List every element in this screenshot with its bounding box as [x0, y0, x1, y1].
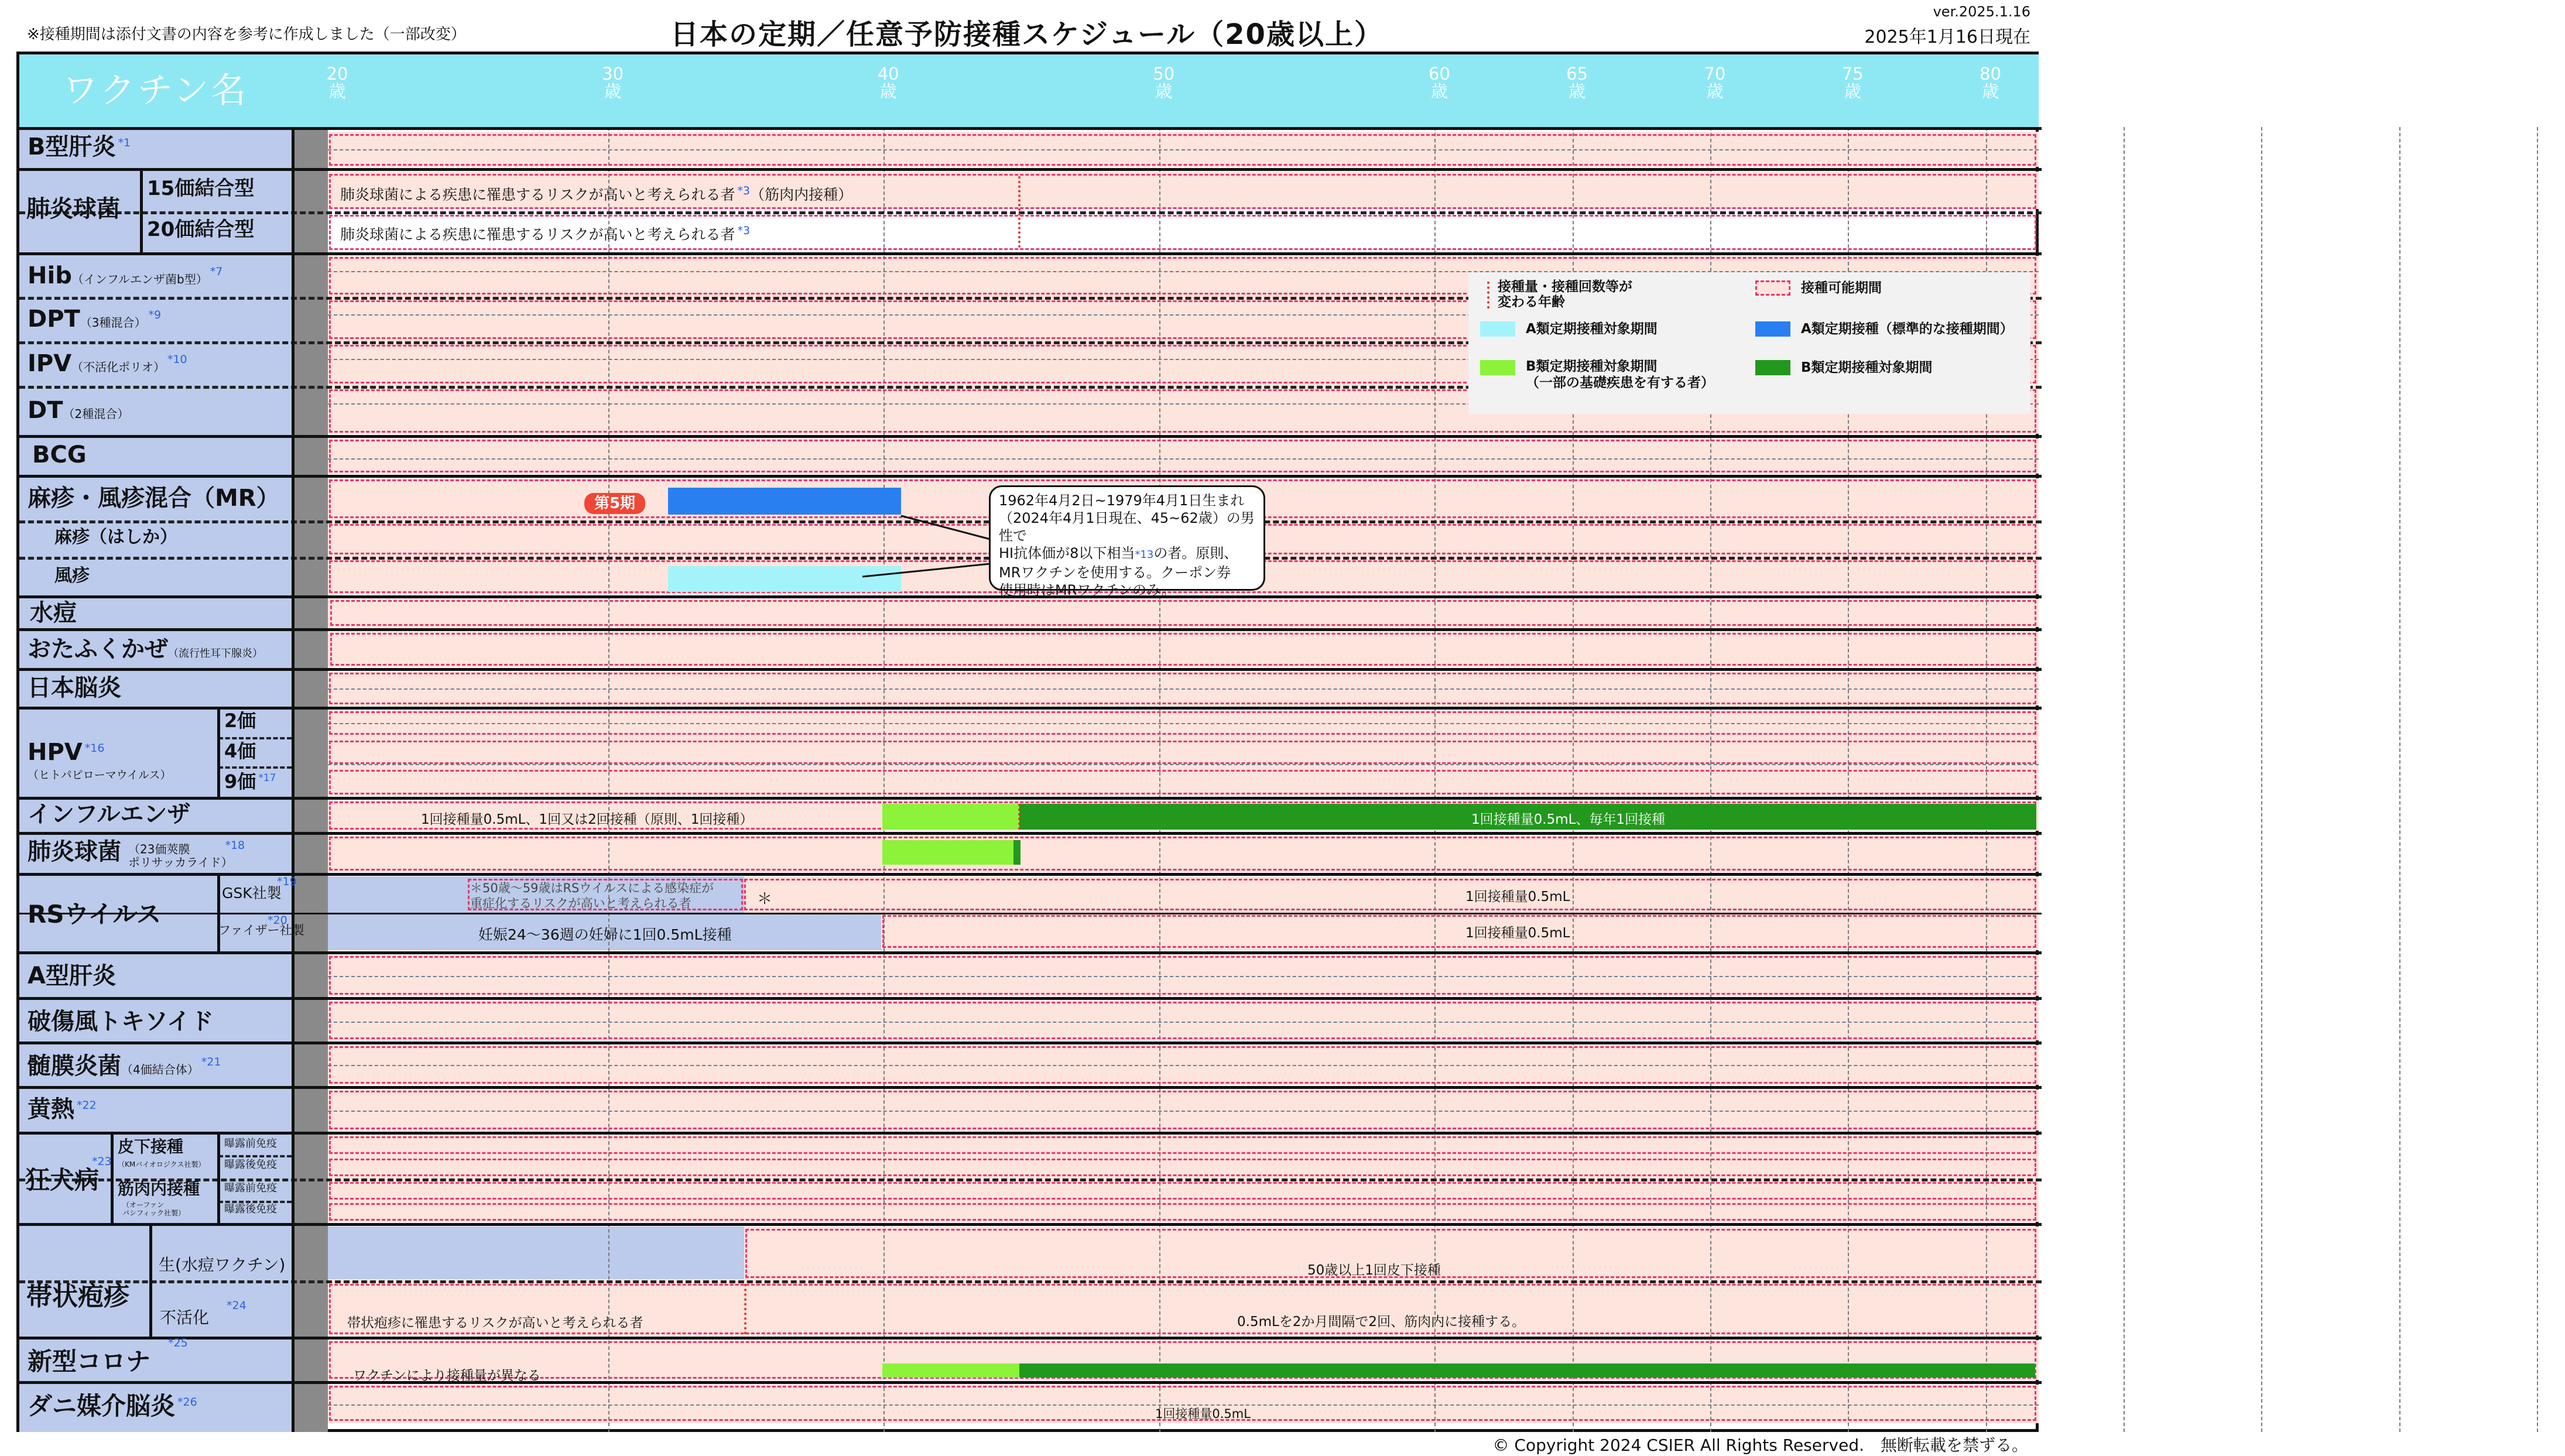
sub-sep	[19, 211, 2042, 214]
legend-age-change-label: 接種量・接種回数等が	[1498, 279, 1632, 294]
rsv-gsk-note-1: ＊50歳～59歳はRSウイルスによる感染症が	[470, 881, 714, 895]
row-sep	[19, 797, 2042, 800]
label-col-border	[292, 127, 294, 1432]
label-rabies-im-sub: （オーファン パシフィック社製）	[122, 1201, 186, 1217]
label-mr: 麻疹・風疹混合（MR）	[28, 485, 280, 512]
possible-ppsv	[329, 837, 2036, 871]
under-20-column	[292, 127, 328, 1432]
vaccine-name-header: ワクチン名	[63, 70, 248, 111]
rsv-sub-border	[217, 873, 220, 951]
row-sep	[19, 707, 2042, 710]
row-sep	[19, 475, 2042, 478]
legend-a-standard-label: A類定期接種（標準的な接種期間）	[1801, 321, 2013, 337]
possible-hepb	[329, 134, 2036, 166]
label-dpt: DPT（3種混合）$^{*9}$	[28, 306, 162, 333]
legend-a-standard-swatch	[1755, 321, 1790, 337]
label-pcv: 肺炎球菌	[26, 196, 120, 222]
row-sep	[19, 1042, 2042, 1044]
label-hib: Hib（インフルエンザ菌b型）$^{*7}$	[28, 262, 223, 289]
row-sep	[19, 873, 2042, 876]
hpv-sub-sep	[218, 737, 292, 739]
age-tick-label: 85 歳	[2117, 64, 2139, 101]
zoster-sub-border	[149, 1223, 152, 1337]
callout-line-1: 1962年4月2日~1979年4月1日生まれ	[999, 492, 1245, 509]
label-hpv9: 9価 $^{*17}$	[224, 770, 276, 793]
label-hepa: A型肝炎	[28, 962, 116, 989]
label-hepb: B型肝炎 $^{*1}$	[28, 133, 131, 160]
possible-hpv2	[329, 711, 2036, 735]
possible-varicella	[330, 600, 2036, 626]
page-title: 日本の定期／任意予防接種スケジュール（20歳以上）	[670, 18, 1383, 51]
row-sep	[19, 997, 2042, 1000]
callout-line-3: HI抗体価が8以下相当*13の者。原則、	[999, 545, 1238, 561]
label-rabies-sc-sub: （KMバイオロジクス社製）	[118, 1160, 206, 1169]
label-varicella: 水痘	[30, 599, 77, 626]
rsv-pfizer-dose: 1回接種量0.5mL	[1465, 926, 1570, 941]
pcv15-text: 肺炎球菌による疾患に罹患するリスクが高いと考えられる者 $^{*3}$（筋肉内接種）	[340, 184, 853, 203]
legend-b-some-label-2: （一部の基礎疾患を有する者）	[1526, 375, 1714, 390]
possible-rsv-gsk	[744, 879, 2036, 910]
legend-age-change-swatch	[1487, 282, 1489, 309]
label-zoster: 帯状疱疹	[26, 1282, 129, 1311]
sub-sep	[19, 1280, 2042, 1283]
label-hpv-sub: （ヒトパピローマウイルス）	[28, 769, 172, 782]
schedule-chart	[16, 52, 2559, 1432]
row-sep	[19, 628, 2042, 631]
rsv-gsk-note-2: 重症化するリスクが高いと考えられる者	[470, 896, 691, 910]
copyright: © Copyright 2024 CSIER All Rights Reserved. 無断転載を禁ずる。	[1492, 1436, 2028, 1455]
row-sep	[19, 252, 2042, 255]
age-change-marker-zoster	[744, 1284, 746, 1334]
label-yf: 黄熱 $^{*22}$	[28, 1096, 97, 1123]
as-of-date: 2025年1月16日現在	[1864, 27, 2030, 47]
label-ppsv: 肺炎球菌	[28, 838, 121, 865]
flu-text-1: 1回接種量0.5mL、1回又は2回接種（原則、1回接種）	[421, 812, 754, 827]
age-gridline	[2261, 127, 2262, 1432]
row-sep	[19, 1132, 2042, 1135]
legend-age-change-label-2: 変わる年齢	[1498, 294, 1565, 310]
phase5-tag: 第5期	[584, 493, 645, 514]
possible-hepa	[329, 956, 2036, 995]
legend	[1468, 272, 2030, 414]
callout-line-4: MRワクチンを使用する。クーポン券	[999, 564, 1231, 581]
callout-line-2: （2024年4月1日現在、45~62歳）の男性で	[999, 510, 1255, 544]
row-sep	[19, 1337, 2042, 1339]
covid-text: ワクチンにより接種量が異なる	[353, 1368, 541, 1383]
possible-mumps	[330, 633, 2036, 666]
rabies-sub-border	[111, 1132, 114, 1223]
label-hpv2: 2価	[224, 710, 256, 732]
possible-rabies-im-post	[329, 1203, 2036, 1221]
legend-possible-label: 接種可能期間	[1801, 280, 1882, 296]
age-tick-label: 75 歳	[1841, 64, 1864, 101]
age-tick-label: 50 歳	[1153, 64, 1175, 101]
zoster-inact-text-1: 帯状疱疹に罹患するリスクが高いと考えられる者	[347, 1315, 643, 1331]
zoster-inact-text-2: 0.5mLを2か月間隔で2回、筋肉内に接種する。	[1237, 1314, 1526, 1330]
possible-hpv9	[329, 770, 2036, 794]
callout-line-5: 使用時はMRワクチンのみ。	[999, 582, 1176, 598]
sub-sep	[19, 913, 2042, 914]
possible-mening	[329, 1046, 2036, 1084]
label-rubella: 風疹	[54, 566, 90, 586]
label-bcg: BCG	[32, 441, 87, 468]
possible-rabies-sc-pre	[329, 1136, 2036, 1154]
label-pcv20: 20価結合型	[147, 218, 255, 241]
age-tick-label: 65 歳	[1566, 64, 1588, 101]
label-mumps: おたふくかぜ（流行性耳下腺炎）	[28, 636, 263, 663]
callout-pointer	[862, 505, 1003, 581]
covid-b-target-bar	[1019, 1363, 2035, 1378]
rsv-gsk-asterisk: ＊	[757, 890, 773, 908]
flu-text-2: 1回接種量0.5mL、毎年1回接種	[1471, 812, 1666, 827]
label-rabies-im-pre: 曝露前免疫	[224, 1182, 277, 1194]
rabies-sub-border2	[217, 1132, 220, 1223]
label-pcv15: 15価結合型	[147, 177, 255, 200]
age-gridline	[2124, 127, 2125, 1432]
label-tt: 破傷風トキソイド	[28, 1008, 214, 1035]
label-ppsv-sub: （23価莢膜 *18 ポリサッカライド）	[128, 839, 245, 869]
label-flu: インフルエンザ	[28, 801, 191, 828]
legend-possible-swatch	[1755, 280, 1790, 296]
ppsv-b-target-bar	[1013, 840, 1020, 865]
label-zoster-live: 生(水痘ワクチン)	[159, 1255, 286, 1275]
legend-a-target-swatch	[1480, 321, 1515, 337]
age-tick-label: 40 歳	[877, 64, 899, 101]
label-rabies-im-post: 曝露後免疫	[224, 1203, 277, 1215]
version-label: ver.2025.1.16	[1933, 4, 2030, 20]
tbe-text: 1回接種量0.5mL	[1155, 1407, 1251, 1421]
age-tick-label: 90 歳	[2255, 64, 2277, 101]
sub-sep	[19, 1178, 2042, 1181]
label-rabies-sc-pre: 曝露前免疫	[224, 1138, 277, 1150]
possible-rabies-im-pre	[329, 1182, 2036, 1200]
label-hpv: HPV $^{*16}$	[28, 739, 105, 766]
hpv-sub-border	[217, 707, 220, 797]
rabies-sub-sep	[218, 1155, 292, 1157]
zoster-live-na	[328, 1227, 744, 1279]
label-je: 日本脳炎	[28, 674, 121, 701]
possible-tt	[329, 1002, 2036, 1039]
age-change-marker-flu	[1018, 804, 1020, 830]
row-sep	[19, 668, 2042, 671]
flu-b-some-bar	[882, 804, 1019, 830]
header-note: ※接種期間は添付文書の内容を参考に作成しました（一部改変）	[27, 26, 466, 43]
rsv-gsk-dose: 1回接種量0.5mL	[1465, 889, 1570, 905]
row-sep	[19, 435, 2042, 438]
zoster-live-text: 50歳以上1回皮下接種	[1307, 1263, 1441, 1278]
label-rsv-pfizer: ファイザー社製 *20	[218, 914, 304, 937]
age-tick-label: 70 歳	[1704, 64, 1726, 101]
possible-je	[329, 673, 2036, 704]
possible-rsv-pfizer	[882, 915, 2036, 948]
row-sep	[19, 127, 2042, 130]
ppsv-b-some-bar	[882, 840, 1013, 865]
row-sep	[19, 1381, 2042, 1384]
label-covid: 新型コロナ *25	[28, 1337, 188, 1376]
age-gridline	[2399, 127, 2400, 1432]
label-measles: 麻疹（はしか）	[54, 527, 177, 547]
age-gridline	[2537, 127, 2538, 1432]
possible-yf	[329, 1091, 2036, 1129]
label-rsv: RSウイルス	[28, 900, 162, 929]
age-tick-label: 30 歳	[602, 64, 624, 101]
age-tick-label: 80 歳	[1980, 64, 2002, 101]
legend-a-target-label: A類定期接種対象期間	[1526, 321, 1658, 337]
age-tick-label: 95 歳	[2393, 64, 2415, 101]
legend-b-target-label: B類定期接種対象期間	[1801, 360, 1933, 375]
label-rabies: 狂犬病 *23	[25, 1155, 112, 1194]
label-dt: DT（2種混合）	[28, 397, 129, 424]
possible-hpv4	[329, 741, 2036, 764]
legend-b-some-swatch	[1480, 360, 1515, 375]
possible-rabies-sc-post	[329, 1159, 2036, 1176]
row-sep	[19, 951, 2042, 954]
possible-bcg	[329, 440, 2036, 472]
age-change-marker-pcv	[1018, 176, 1020, 248]
legend-b-target-swatch	[1755, 360, 1790, 375]
age-tick-label: 20 歳	[326, 64, 348, 101]
mr-callout	[989, 485, 1265, 598]
label-rsv-gsk: GSK社製 *19	[222, 875, 297, 902]
label-ipv: IPV（不活化ポリオ）$^{*10}$	[28, 350, 187, 377]
rsv-pfizer-text: 妊娠24～36週の妊婦に1回0.5mL接種	[478, 926, 732, 943]
age-tick-label: 60 歳	[1428, 64, 1450, 101]
row-sep	[19, 168, 2042, 171]
slice	[328, 764, 2039, 765]
label-rabies-im: 筋肉内接種	[118, 1179, 200, 1198]
row-sep	[19, 1223, 2042, 1226]
row-sep	[19, 1086, 2042, 1089]
pcv-sub-border	[140, 168, 143, 252]
pcv20-text: 肺炎球菌による疾患に罹患するリスクが高いと考えられる者 $^{*3}$	[340, 224, 751, 243]
age-tick-label: 100 歳〜	[2524, 64, 2559, 101]
label-rabies-sc-post: 曝露後免疫	[224, 1159, 277, 1171]
label-tbe: ダニ媒介脳炎 $^{*26}$	[28, 1392, 197, 1420]
label-hpv4: 4価	[224, 740, 256, 762]
label-mening: 髄膜炎菌（4価結合体）$^{*21}$	[28, 1053, 221, 1080]
label-rabies-sc: 皮下接種	[118, 1137, 184, 1156]
legend-b-some-label: B類定期接種対象期間	[1526, 359, 1658, 374]
row-sep	[19, 832, 2042, 835]
label-zoster-inact: 不活化 *24	[160, 1299, 246, 1327]
covid-b-some-bar	[882, 1363, 1019, 1378]
hpv-sub-sep	[218, 766, 292, 769]
